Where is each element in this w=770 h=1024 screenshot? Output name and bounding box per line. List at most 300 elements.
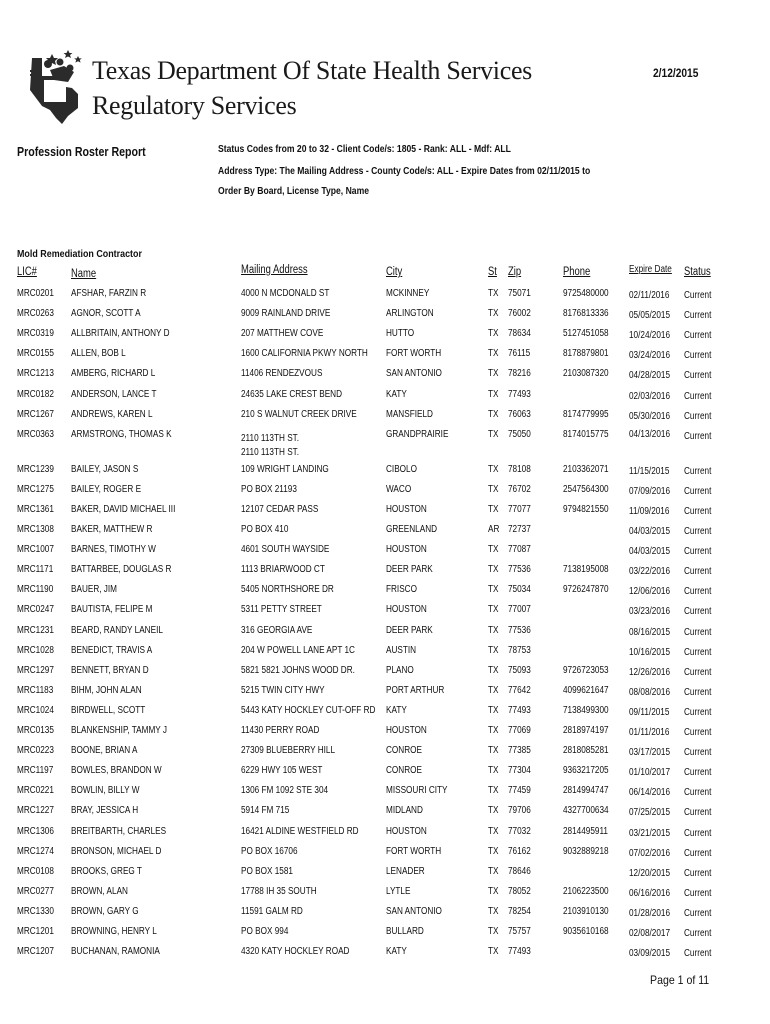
cell-state: TX — [488, 644, 499, 656]
table-row — [0, 763, 770, 783]
col-header-city: City — [386, 266, 403, 278]
cell-lic: MRC0363 — [17, 428, 54, 440]
cell-status: Current — [684, 847, 712, 859]
cell-city: KATY — [386, 704, 407, 716]
cell-name: AMBERG, RICHARD L — [71, 368, 156, 380]
cell-expire-date: 11/09/2016 — [629, 505, 670, 517]
cell-city: AUSTIN — [386, 644, 417, 656]
cell-address: 2110 113TH ST. — [241, 432, 300, 444]
texas-dshs-logo-icon — [28, 46, 90, 124]
cell-lic: MRC1239 — [17, 463, 54, 475]
cell-status: Current — [684, 747, 712, 759]
cell-address: PO BOX 21193 — [241, 483, 297, 495]
cell-state: TX — [488, 604, 499, 616]
table-row — [0, 904, 770, 924]
cell-phone: 9726723053 — [563, 664, 609, 676]
cell-name: BROWN, GARY G — [71, 905, 139, 917]
cell-phone: 9035610168 — [563, 926, 609, 937]
cell-status: Current — [684, 907, 712, 919]
cell-city: HOUSTON — [386, 503, 427, 515]
cell-lic: MRC0182 — [17, 388, 54, 400]
cell-expire-date: 03/23/2016 — [629, 606, 671, 618]
cell-address: 1600 CALIFORNIA PKWY NORTH — [241, 348, 368, 360]
table-row — [0, 663, 770, 683]
table-row — [0, 944, 770, 964]
col-header-zip: Zip — [508, 266, 522, 278]
cell-phone: 8174015775 — [563, 428, 609, 440]
cell-phone: 2814994747 — [563, 785, 609, 797]
cell-expire-date: 06/14/2016 — [629, 787, 671, 799]
cell-status: Current — [684, 370, 712, 382]
cell-status: Current — [684, 767, 712, 779]
cell-state: TX — [488, 745, 499, 757]
criteria-line-3: Order By Board, License Type, Name — [218, 185, 370, 197]
cell-state: TX — [488, 408, 499, 420]
cell-state: TX — [488, 926, 499, 937]
cell-city: CONROE — [386, 745, 423, 757]
cell-zip: 75071 — [508, 288, 531, 299]
criteria-line-2: Address Type: The Mailing Address - County Code/s: ALL - Expire Dates from 02/11/2015 to — [218, 165, 591, 177]
cell-expire-date: 03/21/2015 — [629, 827, 671, 839]
cell-name: BIRDWELL, SCOTT — [71, 704, 146, 716]
cell-zip: 75093 — [508, 664, 531, 676]
cell-expire-date: 03/22/2016 — [629, 566, 671, 578]
cell-zip: 77069 — [508, 725, 531, 736]
cell-name: BROOKS, GREG T — [71, 865, 142, 877]
cell-expire-date: 02/03/2016 — [629, 390, 671, 402]
cell-zip: 76002 — [508, 308, 531, 320]
cell-expire-date: 09/11/2015 — [629, 706, 670, 718]
cell-city: MANSFIELD — [386, 408, 433, 420]
cell-state: AR — [488, 524, 500, 535]
cell-name: BIHM, JOHN ALAN — [71, 684, 142, 696]
cell-city: CIBOLO — [386, 463, 417, 475]
cell-state: TX — [488, 805, 499, 817]
cell-name: BOONE, BRIAN A — [71, 745, 138, 757]
cell-phone: 2103087320 — [563, 368, 609, 380]
cell-name: BROWNING, HENRY L — [71, 926, 157, 937]
cell-state: TX — [488, 288, 499, 299]
cell-lic: MRC1213 — [17, 368, 54, 380]
cell-lic: MRC0247 — [17, 604, 54, 616]
table-row — [0, 683, 770, 703]
cell-expire-date: 05/05/2015 — [629, 310, 671, 322]
cell-lic: MRC0263 — [17, 308, 54, 320]
cell-address: 11430 PERRY ROAD — [241, 725, 320, 736]
cell-name: BAKER, MATTHEW R — [71, 524, 153, 535]
cell-state: TX — [488, 483, 499, 495]
cell-phone: 8174779995 — [563, 408, 609, 420]
cell-zip: 76115 — [508, 348, 531, 360]
cell-city: KATY — [386, 388, 407, 400]
cell-address: 5914 FM 715 — [241, 805, 290, 817]
table-row — [0, 286, 770, 306]
col-header-address: Mailing Address — [241, 264, 308, 276]
cell-name: ANDREWS, KAREN L — [71, 408, 153, 420]
cell-state: TX — [488, 765, 499, 777]
table-row — [0, 502, 770, 522]
table-row — [0, 884, 770, 904]
cell-expire-date: 02/08/2017 — [629, 928, 671, 939]
cell-lic: MRC1007 — [17, 544, 54, 556]
agency-title: Texas Department Of State Health Services — [92, 56, 532, 85]
cell-state: TX — [488, 865, 499, 877]
cell-lic: MRC1024 — [17, 704, 54, 716]
cell-address: 4000 N MCDONALD ST — [241, 288, 330, 299]
cell-status: Current — [684, 330, 712, 342]
cell-state: TX — [488, 946, 499, 958]
cell-city: HOUSTON — [386, 825, 427, 837]
cell-expire-date: 08/08/2016 — [629, 686, 671, 698]
cell-phone: 2814495911 — [563, 825, 608, 837]
cell-city: PLANO — [386, 664, 414, 676]
cell-expire-date: 12/20/2015 — [629, 867, 671, 879]
cell-lic: MRC1227 — [17, 805, 54, 817]
cell-zip: 77493 — [508, 946, 531, 958]
cell-city: ARLINGTON — [386, 308, 434, 320]
cell-expire-date: 04/03/2015 — [629, 546, 671, 558]
cell-state: TX — [488, 308, 499, 320]
cell-zip: 77032 — [508, 825, 531, 837]
cell-phone: 4327700634 — [563, 805, 609, 817]
cell-status: Current — [684, 410, 712, 422]
cell-name: BATTARBEE, DOUGLAS R — [71, 564, 172, 576]
cell-status: Current — [684, 666, 712, 678]
cell-state: TX — [488, 503, 499, 515]
cell-phone: 2547564300 — [563, 483, 609, 495]
cell-state: TX — [488, 564, 499, 576]
cell-expire-date: 05/30/2016 — [629, 410, 671, 422]
cell-city: PORT ARTHUR — [386, 684, 445, 696]
cell-lic: MRC1330 — [17, 905, 54, 917]
cell-zip: 77493 — [508, 388, 531, 400]
cell-address: 9009 RAINLAND DRIVE — [241, 308, 331, 320]
table-row — [0, 387, 770, 407]
cell-status: Current — [684, 807, 712, 819]
table-row — [0, 703, 770, 723]
cell-phone: 8176813336 — [563, 308, 609, 320]
table-row — [0, 462, 770, 482]
cell-lic: MRC1231 — [17, 624, 54, 636]
cell-address: PO BOX 1581 — [241, 865, 293, 877]
cell-address: 316 GEORGIA AVE — [241, 624, 313, 636]
cell-zip: 77077 — [508, 503, 531, 515]
cell-address: 210 S WALNUT CREEK DRIVE — [241, 408, 357, 420]
table-row — [0, 326, 770, 346]
col-header-phone: Phone — [563, 266, 591, 278]
cell-state: TX — [488, 885, 499, 897]
cell-address: 4601 SOUTH WAYSIDE — [241, 544, 330, 556]
cell-city: MCKINNEY — [386, 288, 430, 299]
cell-name: BLANKENSHIP, TAMMY J — [71, 725, 168, 736]
cell-city: HOUSTON — [386, 604, 427, 616]
cell-zip: 75050 — [508, 428, 531, 440]
cell-lic: MRC0135 — [17, 725, 54, 736]
page-number: Page 1 of 11 — [649, 973, 709, 987]
cell-state: TX — [488, 624, 499, 636]
cell-status: Current — [684, 646, 712, 658]
cell-city: GRANDPRAIRIE — [386, 428, 449, 440]
cell-lic: MRC1275 — [17, 483, 54, 495]
cell-address: 204 W POWELL LANE APT 1C — [241, 644, 355, 656]
cell-city: FRISCO — [386, 584, 417, 596]
cell-lic: MRC1297 — [17, 664, 54, 676]
cell-lic: MRC1306 — [17, 825, 54, 837]
cell-expire-date: 01/28/2016 — [629, 907, 671, 919]
cell-state: TX — [488, 544, 499, 556]
cell-status: Current — [684, 928, 712, 939]
cell-city: DEER PARK — [386, 624, 433, 636]
cell-address: 5443 KATY HOCKLEY CUT-OFF RD — [241, 704, 376, 716]
table-row — [0, 306, 770, 326]
cell-address: 11591 GALM RD — [241, 905, 303, 917]
cell-status: Current — [684, 827, 712, 839]
cell-zip: 77493 — [508, 704, 531, 716]
cell-address: 4320 KATY HOCKLEY ROAD — [241, 946, 350, 958]
cell-zip: 78753 — [508, 644, 531, 656]
cell-address: 1306 FM 1092 STE 304 — [241, 785, 329, 797]
table-row — [0, 783, 770, 803]
cell-lic: MRC0201 — [17, 288, 54, 299]
cell-name: BUCHANAN, RAMONIA — [71, 946, 160, 958]
table-row — [0, 723, 770, 743]
cell-status: Current — [684, 526, 712, 537]
cell-city: HOUSTON — [386, 544, 427, 556]
cell-status: Current — [684, 686, 712, 698]
cell-address-extra: 2110 113TH ST. — [241, 446, 300, 458]
table-row — [0, 743, 770, 763]
criteria-line-1: Status Codes from 20 to 32 - Client Code/s: 1805 - Rank: ALL - Mdf: ALL — [218, 143, 511, 155]
cell-status: Current — [684, 465, 712, 477]
table-row — [0, 562, 770, 582]
table-row — [0, 522, 770, 542]
cell-expire-date: 03/24/2016 — [629, 350, 671, 362]
cell-expire-date: 06/16/2016 — [629, 887, 671, 899]
cell-status: Current — [684, 430, 712, 442]
cell-lic: MRC1308 — [17, 524, 54, 535]
cell-expire-date: 07/09/2016 — [629, 485, 671, 497]
cell-city: FORT WORTH — [386, 845, 442, 857]
cell-name: BENNETT, BRYAN D — [71, 664, 149, 676]
cell-name: BEARD, RANDY LANEIL — [71, 624, 163, 636]
cell-lic: MRC0319 — [17, 328, 54, 340]
cell-lic: MRC0108 — [17, 865, 54, 877]
cell-state: TX — [488, 704, 499, 716]
cell-phone: 2818974197 — [563, 725, 609, 736]
cell-phone: 9363217205 — [563, 765, 609, 777]
cell-lic: MRC1201 — [17, 926, 54, 937]
cell-zip: 77304 — [508, 765, 531, 777]
cell-state: TX — [488, 328, 499, 340]
cell-status: Current — [684, 566, 712, 578]
table-row — [0, 623, 770, 643]
cell-phone: 2818085281 — [563, 745, 609, 757]
table-row — [0, 427, 770, 458]
cell-status: Current — [684, 586, 712, 598]
cell-status: Current — [684, 887, 712, 899]
cell-status: Current — [684, 706, 712, 718]
cell-lic: MRC0155 — [17, 348, 54, 360]
cell-status: Current — [684, 867, 712, 879]
cell-status: Current — [684, 948, 712, 960]
cell-lic: MRC0221 — [17, 785, 54, 797]
cell-zip: 78052 — [508, 885, 531, 897]
col-header-st: St — [488, 266, 497, 278]
cell-status: Current — [684, 505, 712, 517]
cell-status: Current — [684, 310, 712, 322]
cell-address: 207 MATTHEW COVE — [241, 328, 324, 340]
cell-lic: MRC1207 — [17, 946, 54, 958]
cell-name: BAKER, DAVID MICHAEL III — [71, 503, 176, 515]
cell-address: 5215 TWIN CITY HWY — [241, 684, 325, 696]
cell-phone: 9726247870 — [563, 584, 609, 596]
cell-address: 12107 CEDAR PASS — [241, 503, 319, 515]
cell-name: BAILEY, JASON S — [71, 463, 139, 475]
cell-city: GREENLAND — [386, 524, 438, 535]
cell-address: 1113 BRIARWOOD CT — [241, 564, 325, 576]
cell-status: Current — [684, 290, 712, 301]
table-row — [0, 602, 770, 622]
table-row — [0, 864, 770, 884]
table-row — [0, 542, 770, 562]
cell-address: 5405 NORTHSHORE DR — [241, 584, 334, 596]
cell-phone: 2106223500 — [563, 885, 609, 897]
cell-address: PO BOX 410 — [241, 524, 289, 535]
cell-zip: 78646 — [508, 865, 531, 877]
cell-city: HUTTO — [386, 328, 415, 340]
cell-name: ANDERSON, LANCE T — [71, 388, 157, 400]
cell-expire-date: 04/13/2016 — [629, 428, 671, 440]
cell-state: TX — [488, 463, 499, 475]
cell-expire-date: 10/16/2015 — [629, 646, 671, 658]
cell-name: BAUER, JIM — [71, 584, 118, 596]
cell-city: LYTLE — [386, 885, 411, 897]
cell-phone: 2103362071 — [563, 463, 609, 475]
cell-lic: MRC1274 — [17, 845, 54, 857]
cell-zip: 77007 — [508, 604, 531, 616]
report-date: 2/12/2015 — [652, 66, 698, 80]
col-header-lic: LIC# — [17, 266, 37, 278]
cell-name: BAILEY, ROGER E — [71, 483, 142, 495]
cell-expire-date: 10/24/2016 — [629, 330, 671, 342]
cell-expire-date: 04/28/2015 — [629, 370, 671, 382]
cell-name: BRAY, JESSICA H — [71, 805, 139, 817]
cell-lic: MRC0223 — [17, 745, 54, 757]
cell-phone: 9725480000 — [563, 288, 609, 299]
report-title: Profession Roster Report — [17, 145, 146, 159]
cell-name: BARNES, TIMOTHY W — [71, 544, 156, 556]
cell-zip: 75034 — [508, 584, 531, 596]
cell-state: TX — [488, 905, 499, 917]
cell-city: FORT WORTH — [386, 348, 442, 360]
cell-expire-date: 02/11/2016 — [629, 290, 670, 301]
cell-lic: MRC0277 — [17, 885, 54, 897]
cell-zip: 76162 — [508, 845, 531, 857]
cell-address: 5311 PETTY STREET — [241, 604, 322, 616]
cell-expire-date: 07/02/2016 — [629, 847, 671, 859]
cell-zip: 75757 — [508, 926, 531, 937]
cell-state: TX — [488, 845, 499, 857]
cell-status: Current — [684, 606, 712, 618]
cell-zip: 77459 — [508, 785, 531, 797]
cell-lic: MRC1028 — [17, 644, 54, 656]
cell-state: TX — [488, 684, 499, 696]
cell-status: Current — [684, 390, 712, 402]
cell-lic: MRC1190 — [17, 584, 54, 596]
cell-city: MIDLAND — [386, 805, 423, 817]
cell-address: 109 WRIGHT LANDING — [241, 463, 329, 475]
table-row — [0, 643, 770, 663]
cell-zip: 78108 — [508, 463, 531, 475]
cell-name: BRONSON, MICHAEL D — [71, 845, 162, 857]
table-row — [0, 407, 770, 427]
cell-phone: 9794821550 — [563, 503, 609, 515]
cell-address: 6229 HWY 105 WEST — [241, 765, 323, 777]
cell-status: Current — [684, 626, 712, 638]
cell-zip: 77536 — [508, 624, 531, 636]
cell-expire-date: 12/06/2016 — [629, 586, 671, 598]
table-row — [0, 803, 770, 823]
cell-address: PO BOX 994 — [241, 926, 289, 937]
table-row — [0, 582, 770, 602]
cell-zip: 72737 — [508, 524, 531, 535]
cell-status: Current — [684, 350, 712, 362]
cell-city: SAN ANTONIO — [386, 368, 442, 380]
table-row — [0, 482, 770, 502]
cell-address: 17788 IH 35 SOUTH — [241, 885, 317, 897]
cell-phone: 8178879801 — [563, 348, 609, 360]
cell-lic: MRC1361 — [17, 503, 54, 515]
cell-name: ALLBRITAIN, ANTHONY D — [71, 328, 170, 340]
agency-subtitle: Regulatory Services — [92, 91, 297, 120]
cell-zip: 79706 — [508, 805, 531, 817]
cell-status: Current — [684, 546, 712, 558]
cell-address: 24635 LAKE CREST BEND — [241, 388, 343, 400]
cell-phone: 7138499300 — [563, 704, 609, 716]
table-row — [0, 824, 770, 844]
cell-status: Current — [684, 485, 712, 497]
cell-state: TX — [488, 348, 499, 360]
cell-name: AFSHAR, FARZIN R — [71, 288, 147, 299]
cell-city: HOUSTON — [386, 725, 427, 736]
col-header-status: Status — [684, 266, 711, 278]
cell-phone: 7138195008 — [563, 564, 609, 576]
cell-expire-date: 12/26/2016 — [629, 666, 671, 678]
cell-expire-date: 08/16/2015 — [629, 626, 671, 638]
cell-name: ARMSTRONG, THOMAS K — [71, 428, 172, 440]
cell-name: BAUTISTA, FELIPE M — [71, 604, 153, 616]
cell-phone: 2103910130 — [563, 905, 609, 917]
cell-expire-date: 01/10/2017 — [629, 767, 671, 779]
cell-address: PO BOX 16706 — [241, 845, 298, 857]
section-title: Mold Remediation Contractor — [17, 248, 142, 260]
cell-name: BOWLES, BRANDON W — [71, 765, 162, 777]
cell-address: 16421 ALDINE WESTFIELD RD — [241, 825, 359, 837]
cell-zip: 77087 — [508, 544, 531, 556]
cell-name: BOWLIN, BILLY W — [71, 785, 140, 797]
cell-zip: 78634 — [508, 328, 531, 340]
cell-city: LENADER — [386, 865, 425, 877]
table-row — [0, 366, 770, 386]
cell-name: AGNOR, SCOTT A — [71, 308, 141, 320]
cell-state: TX — [488, 584, 499, 596]
cell-status: Current — [684, 727, 712, 738]
cell-zip: 76063 — [508, 408, 531, 420]
cell-phone: 4099621647 — [563, 684, 609, 696]
cell-expire-date: 01/11/2016 — [629, 727, 670, 738]
cell-lic: MRC1267 — [17, 408, 54, 420]
cell-city: SAN ANTONIO — [386, 905, 442, 917]
